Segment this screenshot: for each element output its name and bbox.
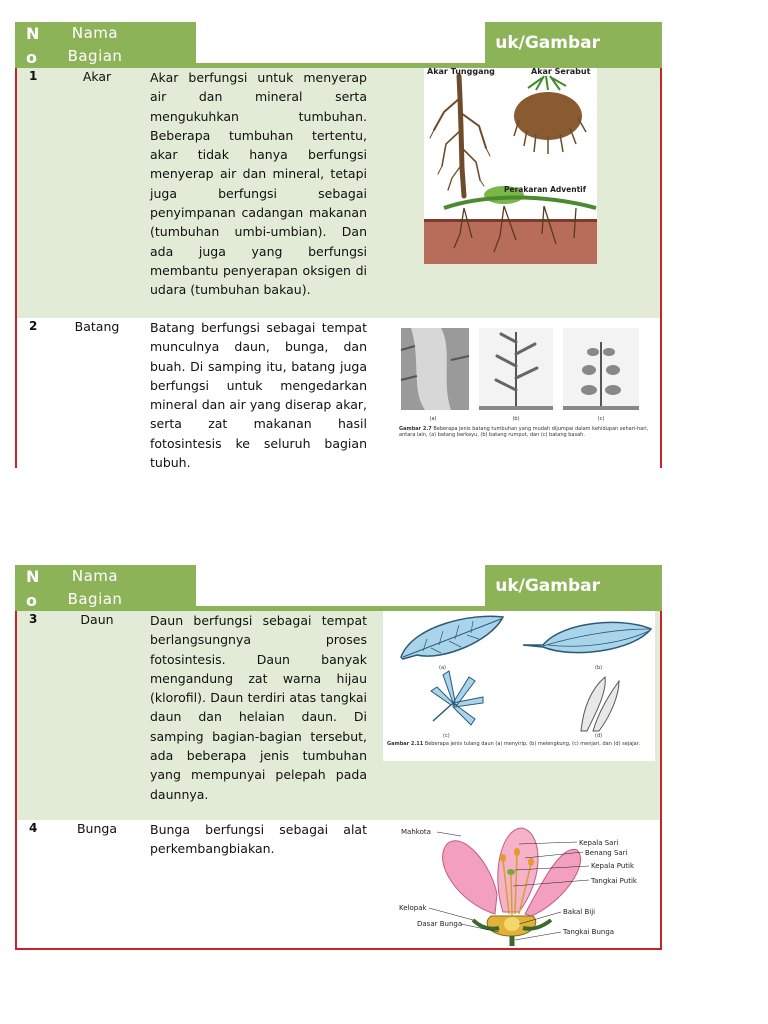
row-number: 4 <box>29 821 38 835</box>
header-nama-bagian: Nama Bagian <box>67 567 123 608</box>
sublabel-a: (a) <box>429 416 437 422</box>
label-benang-sari: Benang Sari <box>585 849 628 857</box>
row-description: Bunga berfungsi sebagai alat perkembangbiakan. <box>150 822 367 857</box>
stems-image <box>381 320 656 452</box>
leaves-image <box>383 611 655 761</box>
header-blank-cell <box>196 22 485 63</box>
plant-parts-table-2 <box>15 565 662 950</box>
caption-text: Beberapa jenis batang tumbuhan yang mudah dijumpai dalam kehidupan sehari-hari, antara lain, (a) batang berkayu, (b) batang rumput, dan (c) batang basah. <box>399 426 649 438</box>
label-akar-serabut: Akar Serabut <box>531 68 591 76</box>
soft-stem-icon <box>563 328 639 410</box>
label-tangkai-putik: Tangkai Putik <box>591 877 637 885</box>
label-kepala-sari: Kepala Sari <box>579 839 619 847</box>
row-description: Akar berfungsi untuk menyerap air dan mineral serta mengukuhkan tumbuhan. Beberapa tumbuhan tertentu, akar tidak hanya berfungsi menyerap air dan mineral, tetapi juga berfungsi sebagai penyimpanan cadangan makanan (tumbuhan umbi-umbian). Dan ada juga yang berfungsi membantu penyerapan oksigen di udara (tumbuhan bakau). <box>150 70 367 298</box>
header-nama-bagian: Nama Bagian <box>67 24 123 65</box>
sublabel-c: (c) <box>597 416 605 422</box>
plant-parts-table-1 <box>15 22 662 471</box>
row-description: Daun berfungsi sebagai tempat berlangsungnya proses fotosintesis. Daun banyak mengandung zat warna hijau (klorofil). Daun terdiri atas tangkai daun dan helaian daun. Di samping bagian-bagian tersebut, ada beberapa jenis tumbuhan yang mempunyai pelepah pada daunnya. <box>150 613 367 802</box>
row-part-name: Batang <box>74 319 120 334</box>
sublabel-c: (c) <box>443 733 450 739</box>
table-body <box>15 68 662 471</box>
table-body <box>15 611 662 950</box>
grass-stem-icon <box>479 328 553 410</box>
label-tangkai-bunga: Tangkai Bunga <box>563 928 615 936</box>
label-dasar-bunga: Dasar Bunga <box>417 920 463 928</box>
table-row <box>17 68 660 318</box>
header-gambar: uk/Gambar <box>495 33 600 53</box>
header-blank-cell <box>196 565 485 606</box>
leaves-caption <box>387 741 653 747</box>
stems-caption <box>399 426 654 438</box>
table-header <box>15 565 662 611</box>
sublabel-b: (b) <box>595 665 603 671</box>
row-number: 2 <box>29 319 38 333</box>
table-row <box>17 318 660 471</box>
header-no: No <box>26 24 40 67</box>
row-part-name: Daun <box>80 612 114 627</box>
table-row <box>17 611 660 820</box>
sublabel-d: (d) <box>595 733 603 739</box>
flower-diagram-image <box>391 824 653 946</box>
label-akar-tunggang: Akar Tunggang <box>427 68 495 76</box>
header-gambar: uk/Gambar <box>495 576 600 596</box>
table-header <box>15 22 662 68</box>
label-kepala-putik: Kepala Putik <box>591 862 635 870</box>
caption-figure-number: Gambar 2.7 <box>399 426 432 432</box>
row-description: Batang berfungsi sebagai tempat munculnya daun, bunga, dan buah. Di samping itu, batang juga berfungsi untuk mengedarkan mineral dan air yang diserap akar, serta zat makanan hasil fotosintesis ke seluruh bagian tubuh. <box>150 320 367 471</box>
table-row <box>17 820 660 948</box>
caption-figure-number: Gambar 2.11 <box>387 741 424 747</box>
row-number: 3 <box>29 612 38 626</box>
roots-image <box>424 68 597 264</box>
caption-text: Beberapa jenis tulang daun (a) menyirip, (b) melengkung, (c) menjari, dan (d) sejajar. <box>424 741 640 747</box>
sublabel-b: (b) <box>512 416 520 422</box>
label-perakaran-adventif: Perakaran Adventif <box>504 185 587 194</box>
sublabel-a: (a) <box>439 665 446 671</box>
row-part-name: Bunga <box>76 821 117 836</box>
woody-stem-icon <box>401 328 469 410</box>
label-mahkota: Mahkota <box>401 828 431 836</box>
header-no: No <box>26 567 40 610</box>
label-kelopak: Kelopak <box>399 904 427 912</box>
row-number: 1 <box>29 69 38 83</box>
row-part-name: Akar <box>82 69 112 84</box>
label-bakal-biji: Bakal Biji <box>563 908 596 916</box>
